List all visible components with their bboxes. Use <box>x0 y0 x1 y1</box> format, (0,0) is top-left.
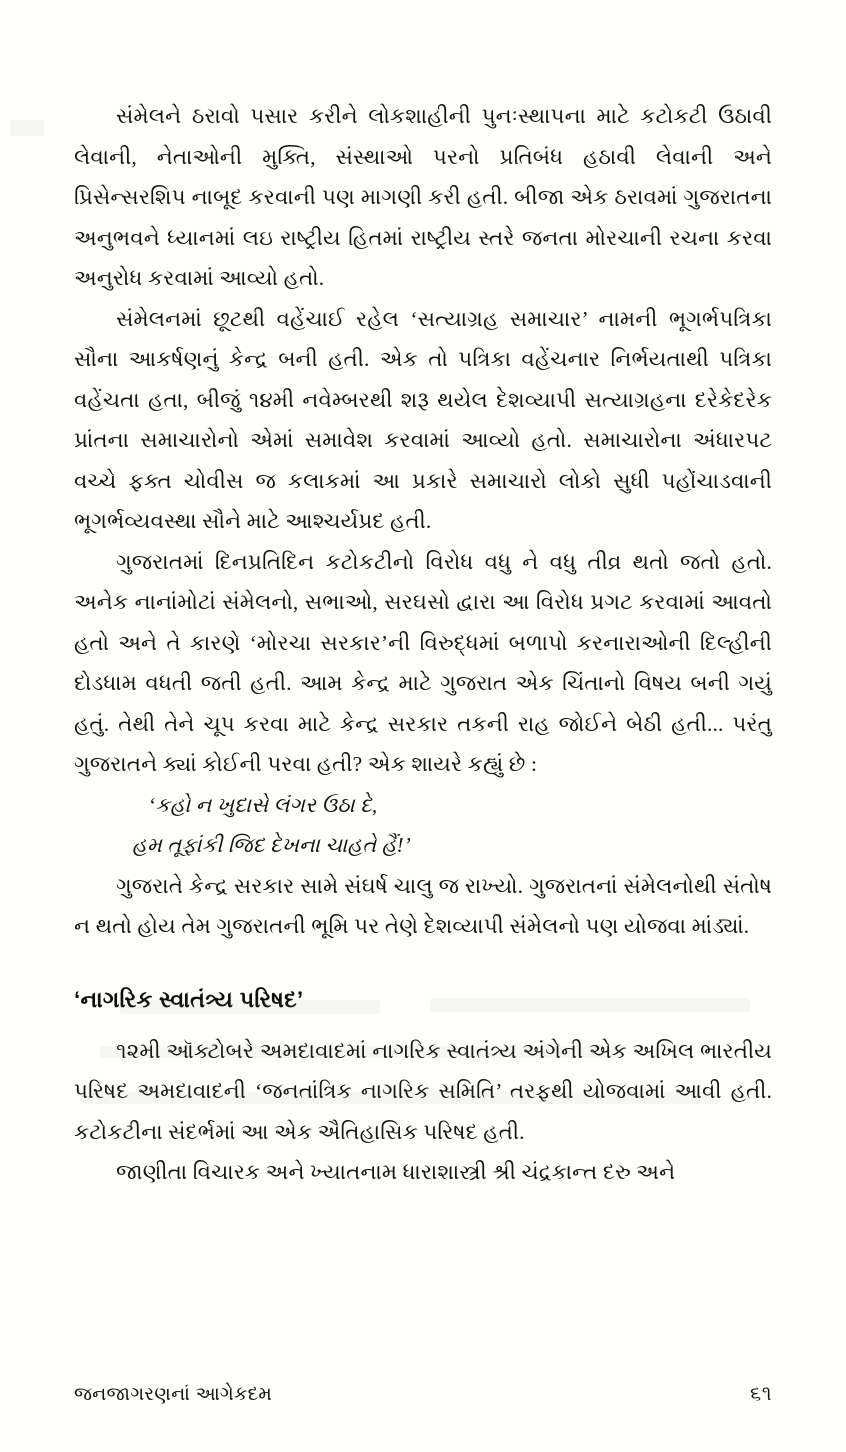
scan-smudge <box>10 120 44 136</box>
paragraph-1: સંમેલને ઠરાવો પસાર કરીને લોકશાહીની પુનઃસ્થાપના માટે કટોકટી ઉઠાવી લેવાની, નેતાઓની મુક્તિ, સંસ્થાઓ પરનો પ્રતિબંધ હઠાવી લેવાની અને પ્રિસેન્સરશિપ નાબૂદ કરવાની પણ માગણી કરી હતી. બીજા એક ઠરાવમાં ગુજરાતના અનુભવને ધ્યાનમાં લઇ રાષ્ટ્રીય હિતમાં રાષ્ટ્રીય સ્તરે જનતા મોરચાની રચના કરવા અનુરોધ કરવામાં આવ્યો હતો. <box>74 104 772 290</box>
footer-chapter-title: જનજાગરણનાં આગેકદમ <box>74 1384 273 1405</box>
page-footer <box>74 1383 772 1406</box>
paragraph-2: સંમેલનમાં છૂટથી વહેંચાઈ રહેલ ‘સત્યાગ્રહ સમાચાર’ નામની ભૂગર્ભપત્રિકા સૌના આકર્ષણનું કેન્દ્ર બની હતી. એક તો પત્રિકા વહેંચનાર નિર્ભયતાથી પત્રિકા વહેંચતા હતા, બીજું ૧૪મી નવેમ્બરથી શરૂ થયેલ દેશવ્યાપી સત્યાગ્રહના દરેકેદરેક પ્રાંતના સમાચારોનો એમાં સમાવેશ કરવામાં આવ્યો હતો. સમાચારોના અંધારપટ વચ્ચે ફક્ત ચોવીસ જ કલાકમાં આ પ્રકારે સમાચારો લોકો સુધી પહોંચાડવાની ભૂગર્ભવ્યવસ્થા સૌને માટે આશ્ચર્યપ્રદ હતી. <box>74 306 772 533</box>
verse-quote <box>74 785 772 866</box>
section-paragraph-2: જાણીતા વિચારક અને ખ્યાતનામ ધારાશાસ્ત્રી શ્રી ચંદ્રકાન્ત દરુ અને <box>116 1160 676 1184</box>
paragraph-3: ગુજરાતમાં દિનપ્રતિદિન કટોકટીનો વિરોધ વધુ ને વધુ તીવ્ર થતો જતો હતો. અનેક નાનાંમોટાં સંમેલનો, સભાઓ, સરઘસો દ્વારા આ વિરોધ પ્રગટ કરવામાં આવતો હતો અને તે કારણે ‘મોરચા સરકાર’ની વિરુદ્ધમાં બળાપો કરનારાઓની દિલ્હીની દોડધામ વધતી જતી હતી. આમ કેન્દ્ર માટે ગુજરાત એક ચિંતાનો વિષય બની ગયું હતું. તેથી તેને ચૂપ કરવા માટે કેન્દ્ર સરકાર તકની રાહ જોઈને બેઠી હતી... પરંતુ ગુજરાતને ક્યાં કોઈની પરવા હતી? એક શાયરે કહ્યું છે : <box>74 549 772 776</box>
section-heading: ‘નાગરિક સ્વાતંત્ર્ય પરિષદ’ <box>74 986 304 1012</box>
page-body <box>74 96 772 1193</box>
page-number: ૬૧ <box>750 1383 772 1405</box>
verse-line-1: ‘કહો ન ખુદાસે લંગર ઉઠા દે, <box>148 792 378 817</box>
section-paragraph-1: ૧૨મી ઑક્ટોબરે અમદાવાદમાં નાગરિક સ્વાતંત્ર્ય અંગેની એક અખિલ ભારતીય પરિષદ અમદાવાદની ‘જનતાંત્રિક નાગરિક સમિતિ’ તરફથી યોજવામાં આવી હતી. કટોકટીના સંદર્ભમાં આ એક ઐતિહાસિક પરિષદ હતી. <box>74 1038 772 1144</box>
verse-line-2: હમ તૂફાંકી જિદ દેખના ચાહતે હૈં!’ <box>132 833 411 857</box>
paragraph-4: ગુજરાતે કેન્દ્ર સરકાર સામે સંઘર્ષ ચાલુ જ રાખ્યો. ગુજરાતનાં સંમેલનોથી સંતોષ ન થતો હોય તેમ ગુજરાતની ભૂમિ પર તેણે દેશવ્યાપી સંમેલનો પણ યોજવા માંડ્યાં. <box>74 873 772 938</box>
